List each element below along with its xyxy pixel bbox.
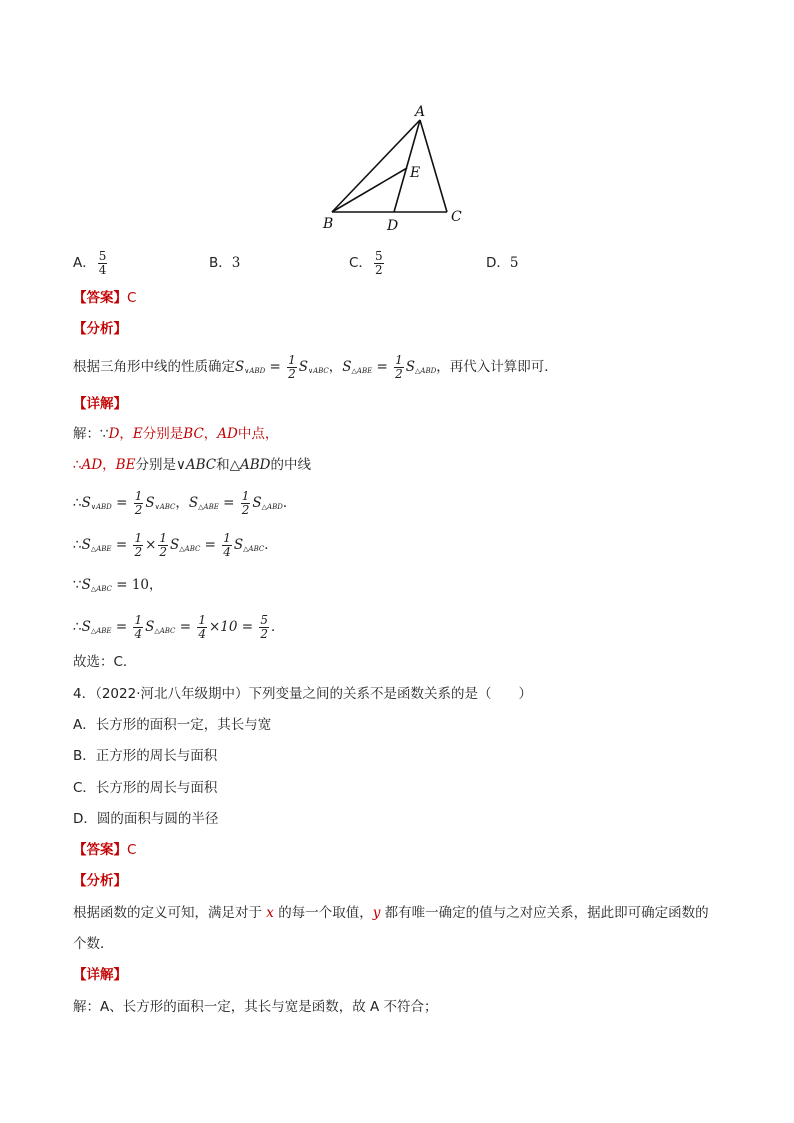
option-c-den: 2 bbox=[374, 262, 383, 277]
option-b-value: 3 bbox=[231, 255, 241, 271]
q4-analysis-line-2: 个数． bbox=[73, 936, 114, 952]
q4-option-a: A．长方形的面积一定，其长与宽 bbox=[73, 717, 272, 733]
detail-tag: 【详解】 bbox=[73, 396, 127, 412]
q4-option-c: C．长方形的周长与面积 bbox=[73, 780, 218, 796]
d1-mid: 分别是 bbox=[142, 426, 184, 442]
option-c-num: 5 bbox=[374, 248, 383, 263]
q3-analysis: 根据三角形中线的性质确定$S_{\vee ABD}$ = $\frac{1}{2}$ $S_{\vee ABC}$，$S_{\triangle ABE}$ = $\frac{1}{2}$ $S_{\triangle ABD}$，再代入计算即可． bbox=[73, 353, 558, 381]
d2-pre: ∴ bbox=[73, 457, 82, 473]
q4-analysis-tag bbox=[73, 870, 127, 892]
answer-value: C bbox=[127, 290, 137, 306]
d1-pre: 解：∵ bbox=[73, 426, 109, 442]
q4-analysis-tag-text: 【分析】 bbox=[73, 873, 127, 889]
option-c bbox=[349, 246, 386, 280]
q4-answer-tag: 【答案】 bbox=[73, 842, 127, 858]
option-d-value: 5 bbox=[509, 255, 519, 271]
q4-analysis-line-1: 根据函数的定义可知，满足对于 x 的每一个取值，y 都有唯一确定的值与之对应关系，据此即可确定函数的 bbox=[73, 905, 709, 921]
q3-detail-line-4: $\therefore S_{\triangle ABE}$ = $\frac{1}{2}$ × $\frac{1}{2}$ $S_{\triangle ABC}$ = $\frac{1}{4}$ $S_{\triangle ABC}$． bbox=[73, 531, 278, 559]
q4-stem bbox=[73, 683, 532, 705]
point-label-a: A bbox=[415, 104, 426, 120]
q4-analysis-c: 都有唯一确定的值与之对应关系，据此即可确定函数的 bbox=[384, 905, 709, 921]
q3-answer bbox=[73, 287, 136, 309]
analysis-formula-1: $S_{\vee ABD}$ = $\frac{1}{2}$ $S_{\vee ABC}$ bbox=[235, 353, 329, 381]
option-d-letter: D． bbox=[486, 255, 510, 271]
q3-choice bbox=[73, 651, 136, 673]
option-d bbox=[486, 246, 519, 280]
analysis-pre: 根据三角形中线的性质确定 bbox=[73, 359, 235, 375]
q4-answer bbox=[73, 839, 136, 861]
q3-detail-line-6: $\therefore S_{\triangle ABE}$ = $\frac{1}{4}$ $S_{\triangle ABC}$ = $\frac{1}{4}$ ×10 = $\frac{5}{2}$ ． bbox=[73, 613, 285, 641]
option-a-den: 4 bbox=[98, 262, 107, 277]
option-c-letter: C． bbox=[349, 255, 372, 271]
option-a-fraction bbox=[98, 250, 108, 277]
point-label-d: D bbox=[387, 218, 399, 234]
option-b bbox=[209, 246, 240, 280]
option-a bbox=[73, 246, 109, 280]
d2-mid: 分别是 bbox=[135, 457, 176, 473]
q4-detail-tag-text: 【详解】 bbox=[73, 967, 127, 983]
q4-answer-value: C bbox=[127, 842, 137, 858]
option-a-num: 5 bbox=[98, 248, 107, 263]
final-den: 2 bbox=[260, 627, 268, 641]
d1-post: 中点， bbox=[237, 426, 279, 442]
final-num: 5 bbox=[260, 613, 268, 627]
given-value: 10 bbox=[131, 577, 150, 593]
d2-post: 的中线 bbox=[270, 457, 311, 473]
q4-detail-tag bbox=[73, 964, 127, 986]
q3-detail-line-3: $\therefore S_{\vee ABD}$ = $\frac{1}{2}$ $S_{\vee ABC}$，$S_{\triangle ABE}$ = $\frac{1}{2}$ $S_{\triangle ABD}$． bbox=[73, 489, 297, 517]
q4-option-d: D．圆的面积与圆的半径 bbox=[73, 811, 219, 827]
q4-analysis-b: 的每一个取值， bbox=[278, 905, 373, 921]
choice-text: 故选：C． bbox=[73, 654, 137, 670]
option-b-letter: B． bbox=[209, 255, 232, 271]
segment-ac bbox=[420, 120, 447, 212]
q3-detail-tag bbox=[73, 393, 127, 415]
analysis-tag: 【分析】 bbox=[73, 321, 127, 337]
analysis-formula-2: $S_{\triangle ABE}$ = $\frac{1}{2}$ $S_{\triangle ABD}$ bbox=[342, 353, 437, 381]
q4-analysis-a: 根据函数的定义可知，满足对于 bbox=[73, 905, 262, 921]
option-c-fraction bbox=[374, 250, 384, 277]
point-label-e: E bbox=[410, 165, 421, 181]
q3-analysis-tag bbox=[73, 318, 127, 340]
q3-detail-line-5: $\because S_{\triangle ABC} = 10$， bbox=[73, 577, 163, 593]
point-label-b: B bbox=[323, 216, 334, 232]
point-label-c: C bbox=[451, 209, 462, 225]
q3-detail-line-2: ∴AD，BE分别是∨ABC和△ABD的中线 bbox=[73, 457, 311, 473]
q4-option-b: B．正方形的周长与面积 bbox=[73, 748, 218, 764]
q4-detail-line-1: 解：A、长方形的面积一定，其长与宽是函数，故 A 不符合； bbox=[73, 999, 438, 1015]
answer-tag: 【答案】 bbox=[73, 290, 127, 306]
q4-stem-text: 下列变量之间的关系不是函数关系的是（ ） bbox=[248, 686, 532, 702]
q4-source: （2022·河北八年级期中） bbox=[95, 686, 249, 702]
q3-detail-line-1: 解：∵D，E分别是BC，AD中点， bbox=[73, 426, 279, 442]
d2-and: 和 bbox=[216, 457, 230, 473]
triangle-figure bbox=[315, 100, 475, 235]
analysis-post: ，再代入计算即可． bbox=[436, 359, 558, 375]
option-a-letter: A． bbox=[73, 255, 96, 271]
q4-number: 4． bbox=[73, 686, 96, 702]
